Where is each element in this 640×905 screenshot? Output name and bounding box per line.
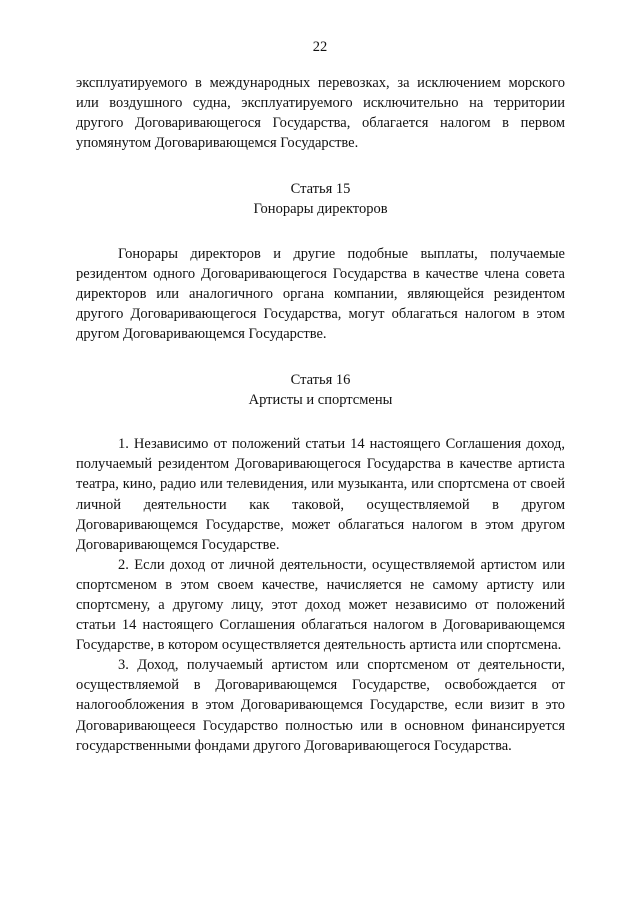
opening-paragraph: эксплуатируемого в международных перевозках, за исключением морского или воздушного судна, эксплуатируемого исключительно на территории другого Договаривающегося Государства, облагается налогом в первом упомянутом Договаривающемся Государстве.	[76, 75, 565, 152]
article-16-number: Статья 16	[290, 372, 351, 389]
article-16-paragraph-1: 1. Независимо от положений статьи 14 настоящего Соглашения доход, получаемый резидентом Договаривающегося Государства в качестве артиста театра, кино, радио или телевидения, или музыканта, или спортсмена от своей личной деятельности как таковой, осуществляемой в другом Договаривающемся Государстве, может облагаться налогом в этом другом Договаривающемся Государстве.	[76, 436, 565, 553]
article-16-heading	[76, 370, 565, 410]
article-16-paragraph-2: 2. Если доход от личной деятельности, осуществляемой артистом или спортсменом в этом своем качестве, начисляется не самому артисту или спортсмену, а другому лицу, этот доход может независимо от положений статьи 14 настоящего Соглашения облагаться налогом в Договаривающемся Государстве, в котором осуществляется деятельность артиста или спортсмена.	[76, 556, 565, 654]
article-15-title: Гонорары директоров	[253, 201, 388, 218]
article-16-paragraph-3: 3. Доход, получаемый артистом или спортсменом от деятельности, осуществляемой в Договаривающемся Государстве, освобождается от налогообложения в этом Договаривающемся Государстве, если визит в это Договаривающееся Государство полностью или в основном финансируется государственными фондами другого Договаривающегося Государства.	[76, 657, 565, 754]
article-15-paragraph: Гонорары директоров и другие подобные выплаты, получаемые резидентом одного Договаривающегося Государства в качестве члена совета директоров или аналогичного органа компании, являющейся резидентом другого Договаривающегося Государства, могут облагаться налогом в этом другом Договаривающемся Государстве.	[76, 245, 565, 342]
document-body	[76, 73, 565, 756]
page-number: 22	[312, 39, 328, 55]
article-15-number: Статья 15	[290, 181, 351, 198]
article-15-heading	[76, 179, 565, 219]
article-16-title: Артисты и спортсмены	[248, 392, 393, 409]
